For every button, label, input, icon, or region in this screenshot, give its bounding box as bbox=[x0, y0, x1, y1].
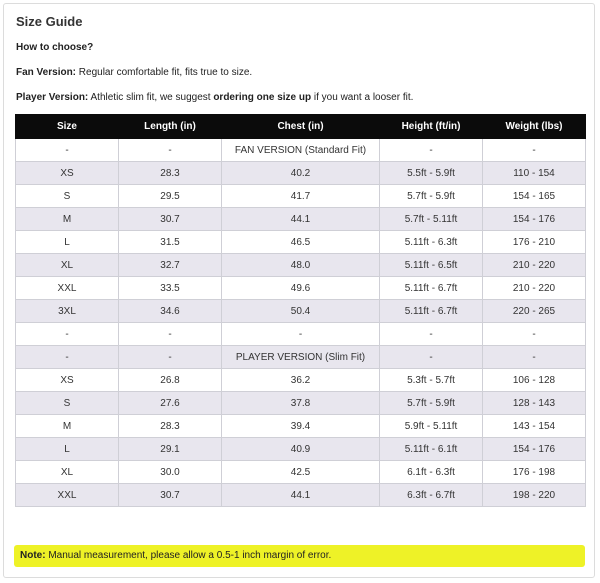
length-cell: 32.7 bbox=[119, 254, 222, 277]
height-cell: 5.3ft - 5.7ft bbox=[380, 369, 483, 392]
size-cell: XL bbox=[16, 461, 119, 484]
size-cell: XS bbox=[16, 162, 119, 185]
length-cell: 29.5 bbox=[119, 185, 222, 208]
length-cell: 31.5 bbox=[119, 231, 222, 254]
length-cell: 28.3 bbox=[119, 415, 222, 438]
weight-cell: 154 - 176 bbox=[483, 438, 586, 461]
height-cell: 5.7ft - 5.11ft bbox=[380, 208, 483, 231]
table-header-row bbox=[16, 115, 586, 139]
length-cell: 34.6 bbox=[119, 300, 222, 323]
size-table bbox=[15, 114, 586, 507]
header-height: Height (ft/in) bbox=[380, 115, 483, 139]
height-cell: 6.1ft - 6.3ft bbox=[380, 461, 483, 484]
chest-cell: 49.6 bbox=[222, 277, 380, 300]
height-cell: 5.11ft - 6.7ft bbox=[380, 300, 483, 323]
chest-cell: 36.2 bbox=[222, 369, 380, 392]
player-version-text-after: if you want a looser fit. bbox=[311, 92, 414, 103]
table-row bbox=[16, 392, 586, 415]
fan-version-label: Fan Version: bbox=[16, 67, 77, 78]
height-cell: - bbox=[380, 346, 483, 369]
weight-cell: - bbox=[483, 346, 586, 369]
weight-cell: 210 - 220 bbox=[483, 254, 586, 277]
table-row bbox=[16, 415, 586, 438]
weight-cell: - bbox=[483, 139, 586, 162]
header-chest: Chest (in) bbox=[222, 115, 380, 139]
length-cell: 33.5 bbox=[119, 277, 222, 300]
size-cell: M bbox=[16, 415, 119, 438]
height-cell: 5.11ft - 6.7ft bbox=[380, 277, 483, 300]
table-row bbox=[16, 208, 586, 231]
weight-cell: 220 - 265 bbox=[483, 300, 586, 323]
size-cell: XL bbox=[16, 254, 119, 277]
table-row bbox=[16, 346, 586, 369]
length-cell: 30.0 bbox=[119, 461, 222, 484]
chest-cell: 37.8 bbox=[222, 392, 380, 415]
weight-cell: 198 - 220 bbox=[483, 484, 586, 507]
weight-cell: 106 - 128 bbox=[483, 369, 586, 392]
player-version-text-before: Athletic slim fit, we suggest bbox=[88, 92, 214, 103]
chest-cell: 40.9 bbox=[222, 438, 380, 461]
fan-version-description bbox=[16, 67, 252, 78]
chest-cell: PLAYER VERSION (Slim Fit) bbox=[222, 346, 380, 369]
chest-cell: 48.0 bbox=[222, 254, 380, 277]
table-body bbox=[16, 139, 586, 507]
height-cell: - bbox=[380, 323, 483, 346]
table-row bbox=[16, 162, 586, 185]
measurement-note bbox=[14, 545, 585, 567]
table-row bbox=[16, 438, 586, 461]
length-cell: 26.8 bbox=[119, 369, 222, 392]
chest-cell: 46.5 bbox=[222, 231, 380, 254]
size-cell: XXL bbox=[16, 277, 119, 300]
header-length: Length (in) bbox=[119, 115, 222, 139]
chest-cell: 40.2 bbox=[222, 162, 380, 185]
height-cell: 5.11ft - 6.3ft bbox=[380, 231, 483, 254]
length-cell: 28.3 bbox=[119, 162, 222, 185]
weight-cell: 154 - 165 bbox=[483, 185, 586, 208]
weight-cell: 176 - 210 bbox=[483, 231, 586, 254]
size-cell: S bbox=[16, 392, 119, 415]
height-cell: 5.7ft - 5.9ft bbox=[380, 185, 483, 208]
chest-cell: 39.4 bbox=[222, 415, 380, 438]
table-row bbox=[16, 461, 586, 484]
height-cell: 5.11ft - 6.1ft bbox=[380, 438, 483, 461]
weight-cell: 110 - 154 bbox=[483, 162, 586, 185]
chest-cell: 44.1 bbox=[222, 208, 380, 231]
player-version-description bbox=[16, 92, 413, 103]
fan-version-text: Regular comfortable fit, fits true to size. bbox=[76, 67, 253, 78]
weight-cell: 154 - 176 bbox=[483, 208, 586, 231]
header-size: Size bbox=[16, 115, 119, 139]
table-row bbox=[16, 484, 586, 507]
size-cell: S bbox=[16, 185, 119, 208]
table-row bbox=[16, 277, 586, 300]
chest-cell: 44.1 bbox=[222, 484, 380, 507]
length-cell: 27.6 bbox=[119, 392, 222, 415]
note-label: Note: bbox=[20, 550, 46, 561]
chest-cell: FAN VERSION (Standard Fit) bbox=[222, 139, 380, 162]
table-row bbox=[16, 323, 586, 346]
size-cell: - bbox=[16, 346, 119, 369]
weight-cell: 176 - 198 bbox=[483, 461, 586, 484]
size-cell: 3XL bbox=[16, 300, 119, 323]
table-row bbox=[16, 300, 586, 323]
player-version-emphasis: ordering one size up bbox=[213, 92, 312, 103]
length-cell: - bbox=[119, 323, 222, 346]
length-cell: 30.7 bbox=[119, 484, 222, 507]
size-cell: XXL bbox=[16, 484, 119, 507]
page-title: Size Guide bbox=[16, 14, 83, 29]
length-cell: 29.1 bbox=[119, 438, 222, 461]
size-cell: L bbox=[16, 231, 119, 254]
length-cell: - bbox=[119, 346, 222, 369]
size-cell: M bbox=[16, 208, 119, 231]
table-row bbox=[16, 254, 586, 277]
chest-cell: 41.7 bbox=[222, 185, 380, 208]
size-cell: - bbox=[16, 323, 119, 346]
chest-cell: - bbox=[222, 323, 380, 346]
weight-cell: 128 - 143 bbox=[483, 392, 586, 415]
length-cell: 30.7 bbox=[119, 208, 222, 231]
size-cell: XS bbox=[16, 369, 119, 392]
size-cell: L bbox=[16, 438, 119, 461]
chest-cell: 50.4 bbox=[222, 300, 380, 323]
header-weight: Weight (lbs) bbox=[483, 115, 586, 139]
height-cell: 5.11ft - 6.5ft bbox=[380, 254, 483, 277]
height-cell: - bbox=[380, 139, 483, 162]
height-cell: 5.5ft - 5.9ft bbox=[380, 162, 483, 185]
table-row bbox=[16, 185, 586, 208]
size-cell: - bbox=[16, 139, 119, 162]
height-cell: 6.3ft - 6.7ft bbox=[380, 484, 483, 507]
height-cell: 5.7ft - 5.9ft bbox=[380, 392, 483, 415]
length-cell: - bbox=[119, 139, 222, 162]
weight-cell: 143 - 154 bbox=[483, 415, 586, 438]
chest-cell: 42.5 bbox=[222, 461, 380, 484]
weight-cell: - bbox=[483, 323, 586, 346]
note-text: Manual measurement, please allow a 0.5-1 inch margin of error. bbox=[45, 550, 332, 561]
how-to-choose-heading: How to choose? bbox=[16, 42, 94, 53]
table-row bbox=[16, 231, 586, 254]
weight-cell: 210 - 220 bbox=[483, 277, 586, 300]
player-version-label: Player Version: bbox=[16, 92, 89, 103]
height-cell: 5.9ft - 5.11ft bbox=[380, 415, 483, 438]
table-row bbox=[16, 369, 586, 392]
table-row bbox=[16, 139, 586, 162]
